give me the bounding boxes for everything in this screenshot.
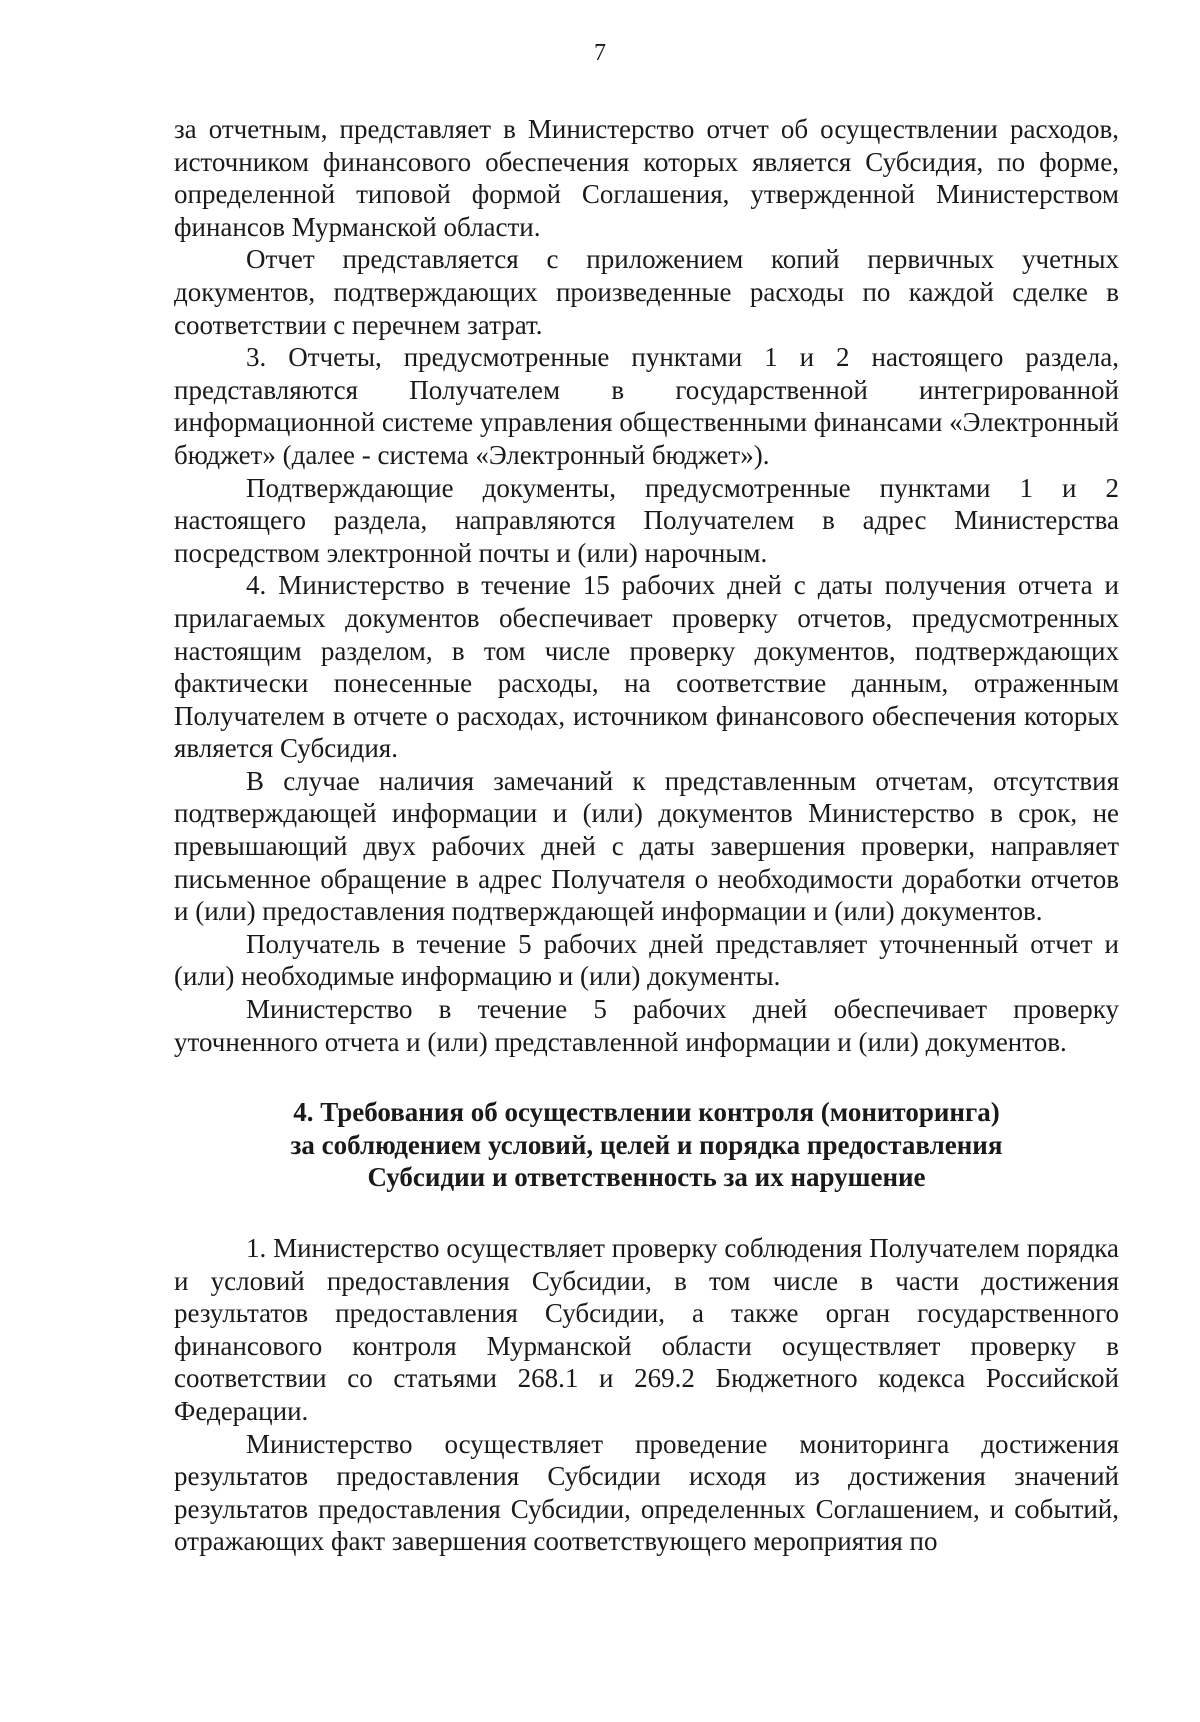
- paragraph: Отчет представляется с приложением копий первичных учетных документов, подтверждающих произведенные расходы по каждой сделке в соответствии с перечнем затрат.: [174, 244, 1119, 340]
- section-heading-line: за соблюдением условий, целей и порядка предоставления: [290, 1129, 1003, 1160]
- paragraph: Министерство в течение 5 рабочих дней обеспечивает проверку уточненного отчета и (или) представленной информации и (или) документов.: [174, 994, 1119, 1057]
- paragraph-continuation: за отчетным, представляет в Министерство отчет об осуществлении расходов, источником финансового обеспечения которых является Субсидия, по форме, определенной типовой формой Соглашения, утвержденной Министерством финансов Мурманской области.: [174, 114, 1119, 242]
- paragraph-item-1: 1. Министерство осуществляет проверку соблюдения Получателем порядка и условий предоставления Субсидии, в том числе в части достижения результатов предоставления Субсидии, а также орган государственного финансового контроля Мурманской области осуществляет проверку в соответствии со статьями 268.1 и 269.2 Бюджетного кодекса Российской Федерации.: [174, 1233, 1119, 1426]
- page-number: 7: [594, 40, 606, 66]
- paragraph: Подтверждающие документы, предусмотренные пунктами 1 и 2 настоящего раздела, направляются Получателем в адрес Министерства посредством электронной почты и (или) нарочным.: [174, 472, 1119, 568]
- paragraph: Получатель в течение 5 рабочих дней представляет уточненный отчет и (или) необходимые информацию и (или) документы.: [174, 928, 1119, 992]
- document-body: [174, 113, 1119, 1558]
- paragraph-continued: Министерство осуществляет проведение мониторинга достижения результатов предоставления Субсидии исходя из достижения значений результатов предоставления Субсидии, определенных Соглашением, и событий, отражающих факт завершения соответствующего мероприятия по: [174, 1428, 1119, 1557]
- section-heading-line: 4. Требования об осуществлении контроля (мониторинга): [293, 1097, 1000, 1128]
- paragraph-item-3: 3. Отчеты, предусмотренные пунктами 1 и 2 настоящего раздела, представляются Получателем в государственной интегрированной информационной системе управления общественными финансами «Электронный бюджет» (далее - система «Электронный бюджет»).: [174, 342, 1119, 470]
- paragraph: В случае наличия замечаний к представленным отчетам, отсутствия подтверждающей информации и (или) документов Министерство в срок, не превышающий двух рабочих дней с даты завершения проверки, направляет письменное обращение в адрес Получателя о необходимости доработки отчетов и (или) предоставления подтверждающей информации и (или) документов.: [174, 765, 1119, 927]
- paragraph-item-4: 4. Министерство в течение 15 рабочих дней с даты получения отчета и прилагаемых документов обеспечивает проверку отчетов, предусмотренных настоящим разделом, в том числе проверку документов, подтверждающих фактически понесенные расходы, на соответствие данным, отраженным Получателем в отчете о расходах, источником финансового обеспечения которых является Субсидия.: [174, 570, 1119, 764]
- section-heading-line: Субсидии и ответственность за их нарушение: [367, 1162, 926, 1193]
- section-heading: [174, 1096, 1119, 1194]
